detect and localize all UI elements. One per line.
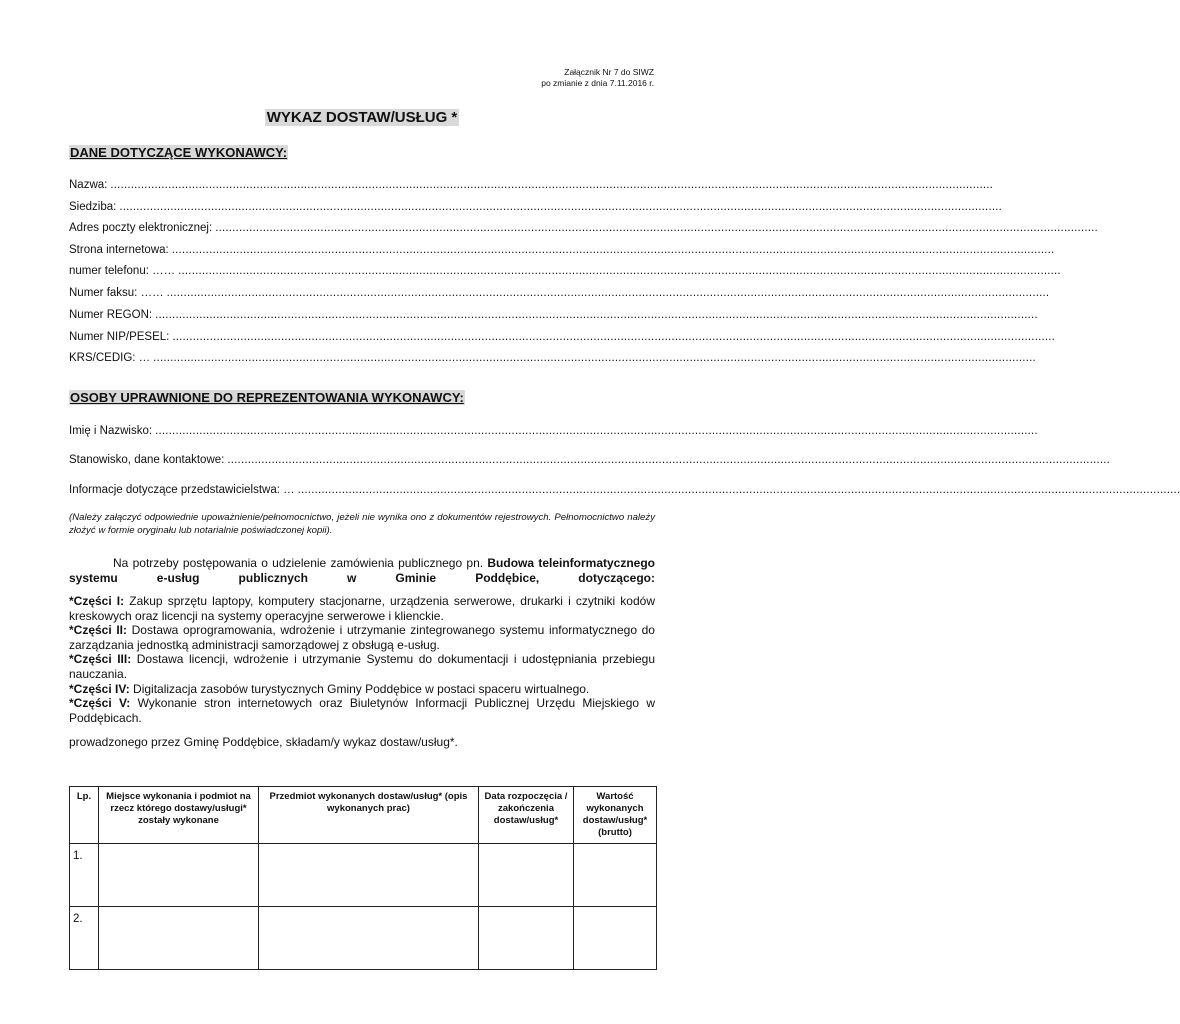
cell-place-entity[interactable]	[99, 844, 259, 907]
part-item: *Części II: Dostawa oprogramowania, wdrożenie i utrzymanie zintegrowanego systemu informatycznego do zarządzania jednostką administracji samorządowej z obsługą e-usług.	[69, 623, 655, 652]
fill-in-dots: ....................................................................................................................................................................................................................................................................	[110, 179, 994, 191]
field-label: Imię i Nazwisko:	[69, 425, 153, 437]
field-fax[interactable]	[69, 287, 1050, 299]
part-item: *Części III: Dostawa licencji, wdrożenie i utrzymanie Systemu do dokumentacji i udostępniania przebiegu nauczania.	[69, 652, 655, 681]
field-label: Numer faksu: ……	[69, 287, 164, 299]
field-label: Nazwa:	[69, 179, 108, 191]
contractor-section-heading: DANE DOTYCZĄCE WYKONAWCY:	[70, 145, 288, 160]
field-representative-name[interactable]	[69, 425, 1038, 437]
field-website[interactable]	[69, 244, 1055, 256]
header-place-entity: Miejsce wykonania i podmiot na rzecz którego dostawy/usługi* zostały wykonane	[99, 787, 259, 844]
field-label: Stanowisko, dane kontaktowe:	[69, 454, 225, 466]
field-name[interactable]	[69, 179, 994, 191]
table-row	[70, 907, 657, 970]
table-row	[70, 844, 657, 907]
field-krs-cedig[interactable]	[69, 352, 1036, 364]
part-item: *Części V: Wykonanie stron internetowych oraz Biuletynów Informacji Publicznej Urzędu Miejskiego w Poddębicach.	[69, 696, 655, 725]
procurement-parts	[69, 594, 655, 725]
field-label: numer telefonu: ……	[69, 265, 176, 277]
procurement-intro	[69, 556, 655, 586]
annex-reference	[541, 67, 654, 89]
field-nip-pesel[interactable]	[69, 331, 1056, 343]
header-value: Wartość wykonanych dostaw/usług* (brutto)	[574, 787, 657, 844]
field-label: Strona internetowa:	[69, 244, 169, 256]
fill-in-dots: ....................................................................................................................................................................................................................................................................	[155, 425, 1038, 437]
fill-in-dots: ....................................................................................................................................................................................................................................................................	[171, 244, 1055, 256]
table-header-row	[70, 787, 657, 844]
annex-line-1: Załącznik Nr 7 do SIWZ	[564, 67, 654, 77]
closing-statement: prowadzonego przez Gminę Poddębice, składam/y wykaz dostaw/usług*.	[69, 735, 458, 749]
field-label: Numer REGON:	[69, 309, 153, 321]
field-regon[interactable]	[69, 309, 1038, 321]
field-seat[interactable]	[69, 201, 1003, 213]
field-label: Siedziba:	[69, 201, 117, 213]
cell-subject[interactable]	[259, 844, 479, 907]
cell-dates[interactable]	[479, 844, 574, 907]
field-label: Informacje dotyczące przedstawicielstwa: …	[69, 484, 295, 496]
fill-in-dots: ....................................................................................................................................................................................................................................................................	[155, 309, 1038, 321]
field-email[interactable]	[69, 222, 1098, 234]
intro-project-name: Budowa teleinformatycznego systemu e-usług publicznych w Gminie Poddębice, dotyczącego:	[69, 556, 656, 585]
authorization-note: (Należy załączyć odpowiednie upoważnienie/pełnomocnictwo, jeżeli nie wynika ono z dokumentów rejestrowych. Pełnomocnictwo należy złożyć w formie oryginału lub notarialnie poświadczonej kopii).	[69, 512, 655, 536]
row-number: 1.	[70, 844, 99, 907]
fill-in-dots: ....................................................................................................................................................................................................................................................................	[178, 265, 1061, 277]
field-label: Adres poczty elektronicznej:	[69, 222, 213, 234]
cell-value[interactable]	[574, 844, 657, 907]
field-label: KRS/CEDIG: …	[69, 352, 151, 364]
fill-in-dots: ....................................................................................................................................................................................................................................................................	[297, 484, 1180, 496]
header-lp: Lp.	[70, 787, 99, 844]
header-subject: Przedmiot wykonanych dostaw/usług* (opis wykonanych prac)	[259, 787, 479, 844]
annex-line-2: po zmianie z dnia 7.11.2016 r.	[541, 78, 654, 88]
field-phone[interactable]	[69, 265, 1061, 277]
fill-in-dots: ....................................................................................................................................................................................................................................................................	[119, 201, 1003, 213]
representatives-section-heading: OSOBY UPRAWNIONE DO REPREZENTOWANIA WYKONAWCY:	[70, 390, 464, 405]
document-title	[0, 109, 724, 127]
part-item: *Części I: Zakup sprzętu laptopy, komputery stacjonarne, urządzenia serwerowe, drukarki i czytniki kodów kreskowych oraz licencji na systemy operacyjne serwerowe i klienckie.	[69, 594, 655, 623]
fill-in-dots: ....................................................................................................................................................................................................................................................................	[227, 454, 1111, 466]
fill-in-dots: ....................................................................................................................................................................................................................................................................	[166, 287, 1050, 299]
field-representation-info[interactable]	[69, 484, 1180, 496]
document-title-text: WYKAZ DOSTAW/USŁUG *	[266, 109, 458, 126]
field-label: Numer NIP/PESEL:	[69, 331, 170, 343]
header-dates: Data rozpoczęcia / zakończenia dostaw/usług*	[479, 787, 574, 844]
deliveries-table	[69, 786, 657, 970]
field-position-contact[interactable]	[69, 454, 1111, 466]
fill-in-dots: ....................................................................................................................................................................................................................................................................	[172, 331, 1056, 343]
cell-value[interactable]	[574, 907, 657, 970]
cell-dates[interactable]	[479, 907, 574, 970]
row-number: 2.	[70, 907, 99, 970]
part-item: *Części IV: Digitalizacja zasobów turystycznych Gminy Poddębice w postaci spaceru wirtualnego.	[69, 681, 590, 696]
cell-place-entity[interactable]	[99, 907, 259, 970]
intro-text: Na potrzeby postępowania o udzielenie zamówienia publicznego pn.	[113, 556, 484, 570]
fill-in-dots: ....................................................................................................................................................................................................................................................................	[153, 352, 1036, 364]
cell-subject[interactable]	[259, 907, 479, 970]
fill-in-dots: ....................................................................................................................................................................................................................................................................	[215, 222, 1098, 234]
